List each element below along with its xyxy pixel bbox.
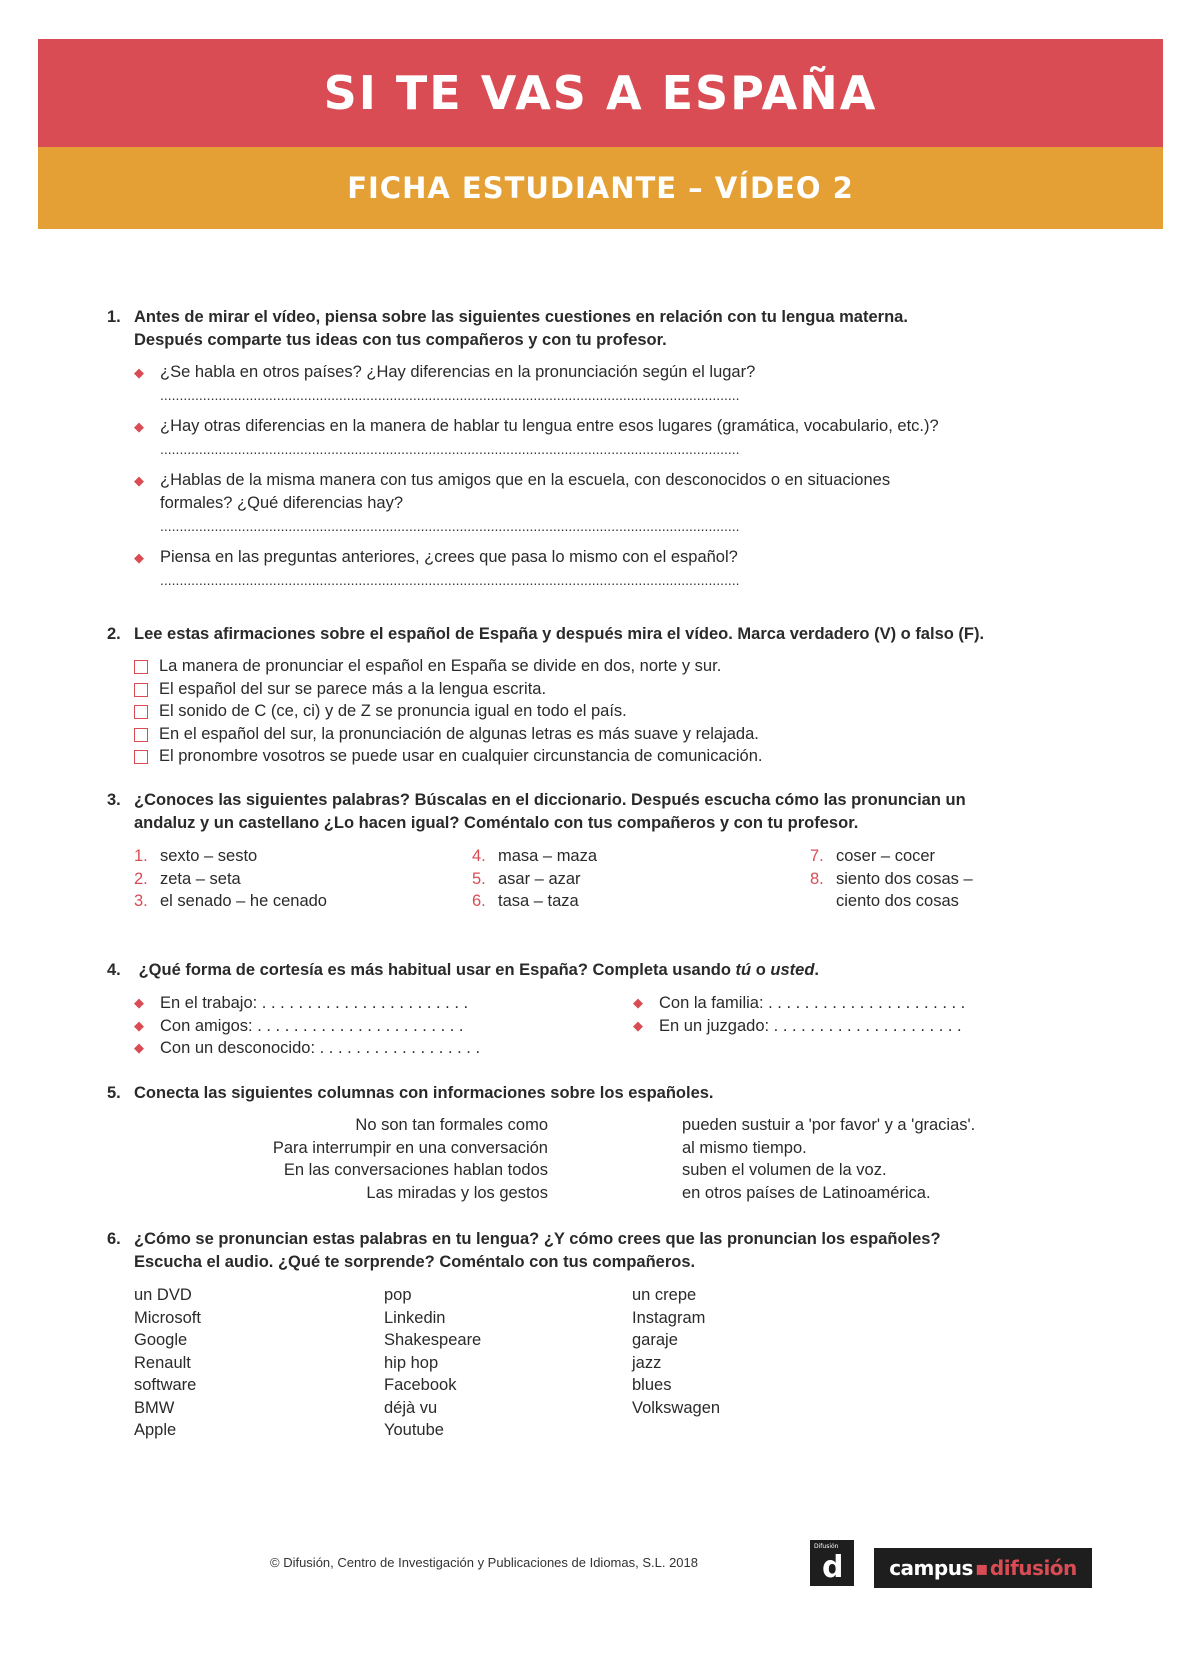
courtesy-list-left (134, 992, 480, 1060)
question-text: Escucha el audio. ¿Qué te sorprende? Coméntalo con tus compañeros. (134, 1253, 696, 1271)
question-text: ¿Qué forma de cortesía es más habitual usar en España? Completa usando tú o usted. (138, 961, 819, 979)
bullet-diamond-icon: ◆ (134, 995, 144, 1010)
bullet-diamond-icon: ◆ (633, 1017, 643, 1033)
question-text: ¿Cómo se pronuncian estas palabras en tu lengua? ¿Y cómo crees que las pronuncian los españoles? (134, 1230, 941, 1248)
word-pair: 8. siento dos cosas – (810, 869, 973, 888)
question-4 (107, 959, 1107, 982)
word-item: garaje (632, 1331, 678, 1349)
word-item: blues (632, 1376, 672, 1394)
word-item: un DVD (134, 1286, 192, 1304)
checkbox[interactable] (134, 660, 148, 674)
word-item: Shakespeare (384, 1331, 482, 1349)
copyright-footer: © Difusión, Centro de Investigación y Publicaciones de Idiomas, S.L. 2018 (270, 1555, 698, 1570)
word-pair: ciento dos cosas (836, 892, 959, 910)
courtesy-list-right (633, 992, 965, 1037)
difusion-logo[interactable]: Difusión d (810, 1540, 854, 1586)
word-item: Apple (134, 1421, 177, 1439)
bullet-item: ◆ ¿Hablas de la misma manera con tus amigos que en la escuela, con desconocidos o en situaciones (134, 469, 1107, 492)
title-banner (38, 39, 1163, 147)
bullet-diamond-icon: ◆ (633, 995, 643, 1010)
word-pairs-column-2 (472, 845, 597, 913)
match-item[interactable]: al mismo tiempo. (682, 1138, 807, 1157)
true-false-item: En el español del sur, la pronunciación de algunas letras es más suave y relajada. (134, 723, 1107, 746)
fill-in-item[interactable]: ◆ Con amigos: . . . . . . . . . . . . . . . . . . . . . . . (134, 1015, 480, 1038)
checkbox[interactable] (134, 705, 148, 719)
page-subtitle: FICHA ESTUDIANTE – VÍDEO 2 (347, 171, 854, 205)
question-number: 1. (107, 308, 121, 326)
fill-in-item[interactable]: ◆ En un juzgado: . . . . . . . . . . . . . . . . . . . . . (633, 1015, 965, 1038)
word-item: BMW (134, 1398, 175, 1417)
question-text: Antes de mirar el vídeo, piensa sobre las siguientes cuestiones en relación con tu lengua materna. (134, 308, 908, 326)
match-item[interactable]: Para interrumpir en una conversación (272, 1138, 548, 1157)
word-pair: 3. el senado – he cenado (134, 892, 327, 910)
question-3 (107, 789, 1107, 835)
bullet-item: ◆ Piensa en las preguntas anteriores, ¿crees que pasa lo mismo con el español? (134, 546, 1107, 569)
subtitle-banner (38, 147, 1163, 229)
match-column-left (150, 1114, 548, 1204)
bullet-diamond-icon: ◆ (134, 473, 144, 488)
match-item[interactable]: en otros países de Latinoamérica. (682, 1183, 931, 1202)
question-6 (107, 1228, 1107, 1274)
word-pair: 7. coser – cocer (810, 847, 936, 865)
question-1 (107, 306, 1107, 591)
question-text: Conecta las siguientes columnas con informaciones sobre los españoles. (134, 1084, 714, 1102)
true-false-item: El español del sur se parece más a la lengua escrita. (134, 678, 1107, 701)
true-false-item: La manera de pronunciar el español en España se divide en dos, norte y sur. (134, 655, 1107, 678)
match-item[interactable]: suben el volumen de la voz. (682, 1161, 887, 1179)
fill-in-item[interactable]: ◆ Con un desconocido: . . . . . . . . . . . . . . . . . . (134, 1037, 480, 1060)
word-item: hip hop (384, 1353, 439, 1372)
word-pairs-column-3 (810, 845, 973, 913)
bullet-item-continued: formales? ¿Qué diferencias hay? (160, 494, 404, 512)
answer-line[interactable]: ..................................................................................................................................................... (160, 441, 740, 457)
word-item: pop (384, 1286, 412, 1304)
checkbox[interactable] (134, 728, 148, 742)
question-5 (107, 1082, 1107, 1105)
bullet-item: ◆ ¿Se habla en otros países? ¿Hay diferencias en la pronunciación según el lugar? (134, 361, 1107, 384)
word-pair: 4. masa – maza (472, 847, 598, 865)
question-number: 4. (107, 961, 121, 979)
word-item: Instagram (632, 1308, 706, 1327)
word-item: Facebook (384, 1376, 457, 1394)
question-text: Lee estas afirmaciones sobre el español de España y después mira el vídeo. Marca verdadero (V) o falso (F). (134, 625, 985, 643)
match-column-right (682, 1114, 975, 1204)
bullet-diamond-icon: ◆ (134, 419, 144, 434)
word-pair: 6. tasa – taza (472, 892, 579, 910)
true-false-item: El pronombre vosotros se puede usar en cualquier circunstancia de comunicación. (134, 745, 1107, 768)
word-list-column-1 (134, 1284, 201, 1442)
match-item[interactable]: pueden sustuir a 'por favor' y a 'gracias'. (682, 1116, 976, 1134)
word-pair: 1. sexto – sesto (134, 847, 258, 865)
answer-line[interactable]: ..................................................................................................................................................... (160, 572, 740, 588)
word-pair: 2. zeta – seta (134, 869, 241, 888)
bullet-diamond-icon: ◆ (134, 1017, 144, 1033)
word-item: Linkedin (384, 1308, 446, 1327)
word-item: Google (134, 1331, 188, 1349)
campus-difusion-logo[interactable]: campus ▪ difusión (874, 1548, 1092, 1588)
word-item: Microsoft (134, 1308, 201, 1327)
bullet-diamond-icon: ◆ (134, 365, 144, 380)
word-item: Youtube (384, 1421, 444, 1439)
word-list-column-2 (384, 1284, 481, 1442)
word-item: un crepe (632, 1286, 697, 1304)
question-number: 3. (107, 791, 121, 809)
fill-in-item[interactable]: ◆ Con la familia: . . . . . . . . . . . . . . . . . . . . . . (633, 992, 965, 1015)
question-text: andaluz y un castellano ¿Lo hacen igual? Coméntalo con tus compañeros y con tu profesor. (134, 814, 859, 832)
question-2 (107, 623, 1107, 768)
word-item: jazz (632, 1353, 662, 1372)
question-text: Después comparte tus ideas con tus compañeros y con tu profesor. (134, 331, 667, 349)
match-item[interactable]: En las conversaciones hablan todos (283, 1161, 548, 1179)
answer-line[interactable]: ..................................................................................................................................................... (160, 518, 740, 534)
word-item: Renault (134, 1353, 191, 1372)
fill-in-item[interactable]: ◆ En el trabajo: . . . . . . . . . . . . . . . . . . . . . . . (134, 992, 480, 1015)
match-item[interactable]: No son tan formales como (355, 1116, 548, 1134)
word-item: Volkswagen (632, 1398, 721, 1417)
question-number: 2. (107, 625, 121, 643)
word-item: déjà vu (384, 1398, 438, 1417)
page-title: SI TE VAS A ESPAÑA (323, 66, 878, 120)
word-pairs-column-1 (134, 845, 327, 913)
word-item: software (134, 1376, 197, 1394)
question-text: ¿Conoces las siguientes palabras? Búscalas en el diccionario. Después escucha cómo las pronuncian un (134, 791, 966, 809)
checkbox[interactable] (134, 683, 148, 697)
bullet-diamond-icon: ◆ (134, 550, 144, 565)
word-pair: 5. asar – azar (472, 869, 581, 888)
answer-line[interactable]: ..................................................................................................................................................... (160, 387, 740, 403)
checkbox[interactable] (134, 750, 148, 764)
question-number: 6. (107, 1230, 121, 1248)
true-false-item: El sonido de C (ce, ci) y de Z se pronuncia igual en todo el país. (134, 700, 1107, 723)
question-number: 5. (107, 1084, 121, 1102)
bullet-diamond-icon: ◆ (134, 1040, 144, 1055)
match-item[interactable]: Las miradas y los gestos (366, 1183, 548, 1202)
bullet-item: ◆ ¿Hay otras diferencias en la manera de hablar tu lengua entre esos lugares (gramática, vocabulario, etc.)? (134, 415, 1107, 438)
word-list-column-3 (632, 1284, 720, 1419)
